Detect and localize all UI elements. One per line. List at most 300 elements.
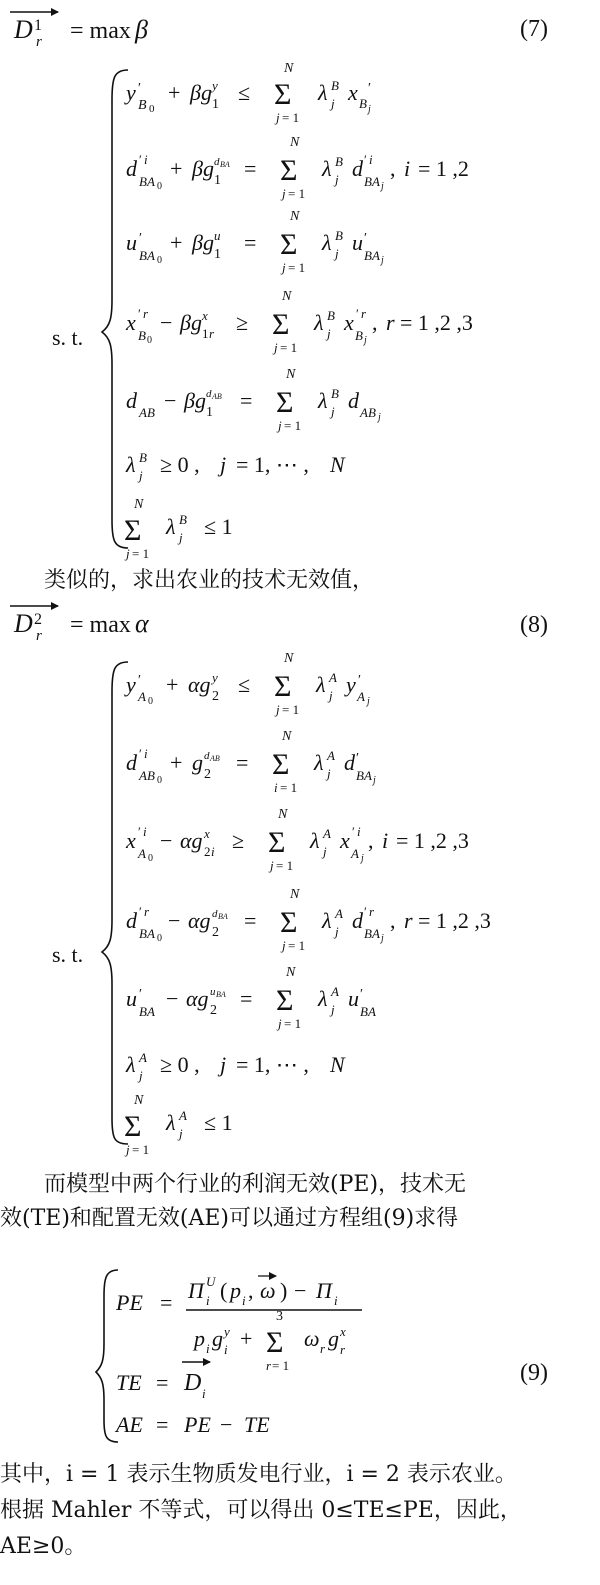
- svg-text:αg: αg: [188, 908, 211, 933]
- svg-text:≥ 0 ,: ≥ 0 ,: [160, 1052, 200, 1077]
- svg-text:3: 3: [276, 1309, 283, 1324]
- svg-text:j: j: [335, 924, 339, 939]
- svg-text:BA: BA: [139, 1004, 155, 1019]
- svg-text:λ: λ: [322, 908, 332, 933]
- svg-text:Σ: Σ: [276, 386, 294, 419]
- svg-text:r: r: [320, 1341, 326, 1356]
- paragraph-definition-line-2: 根据 Mahler 不等式，可以得出 0≤TE≤PE，因此，: [0, 1498, 522, 1523]
- equation-7-lhs: [10, 12, 148, 50]
- svg-text:= max: = max: [70, 612, 131, 638]
- svg-text:βg: βg: [184, 388, 206, 413]
- svg-text:=: =: [160, 1290, 173, 1315]
- svg-text:j: j: [282, 938, 286, 953]
- svg-text:g: g: [212, 1326, 223, 1351]
- svg-text:λ: λ: [126, 452, 136, 477]
- svg-text:−: −: [220, 1412, 233, 1437]
- equation-7-row-4: [125, 289, 473, 355]
- svg-text:0: 0: [157, 181, 162, 192]
- svg-text:Σ: Σ: [276, 984, 294, 1017]
- equation-8-row-3: [125, 807, 469, 873]
- svg-text:j: j: [381, 181, 384, 192]
- svg-text:−: −: [294, 1278, 307, 1303]
- svg-text:j: j: [335, 172, 339, 187]
- svg-text:A: A: [138, 846, 146, 861]
- svg-text:1: 1: [206, 405, 213, 420]
- svg-text:j: j: [276, 110, 280, 125]
- equation-7-st-label: s. t.: [52, 325, 84, 350]
- svg-text:Π: Π: [316, 1278, 332, 1303]
- svg-text:d: d: [352, 156, 363, 181]
- equation-7-row-2: [126, 135, 469, 201]
- svg-text:N: N: [330, 1052, 345, 1077]
- svg-text:1: 1: [202, 326, 209, 341]
- equation-8: [10, 606, 548, 1157]
- svg-text:i: i: [334, 1293, 338, 1308]
- svg-text:A: A: [327, 748, 335, 763]
- equation-9: [96, 1270, 548, 1442]
- svg-text:αg: αg: [186, 986, 209, 1011]
- svg-text:λ: λ: [322, 156, 332, 181]
- svg-text:B: B: [331, 386, 339, 401]
- svg-text:j: j: [373, 775, 376, 786]
- svg-text:= 1 ,2 ,3: = 1 ,2 ,3: [400, 310, 473, 335]
- svg-text:x: x: [344, 310, 354, 335]
- svg-text:N: N: [134, 497, 144, 512]
- svg-text:i: i: [242, 1293, 246, 1308]
- svg-text:= 1, ⋯ ,: = 1, ⋯ ,: [236, 1052, 309, 1077]
- equation-8-row-7: [124, 1093, 233, 1157]
- svg-text:AB: AB: [210, 754, 220, 763]
- svg-text:1: 1: [34, 17, 42, 34]
- svg-text:= 1 ,2: = 1 ,2: [418, 156, 469, 181]
- svg-text:BA: BA: [216, 990, 226, 999]
- svg-text:N: N: [290, 135, 300, 150]
- svg-text:′: ′: [139, 152, 142, 167]
- svg-text:0: 0: [148, 853, 153, 864]
- svg-text:N: N: [290, 887, 300, 902]
- svg-text:≤: ≤: [238, 672, 251, 697]
- svg-text:d: d: [212, 908, 218, 920]
- svg-text:′: ′: [139, 746, 142, 761]
- svg-text:βg: βg: [192, 156, 214, 181]
- svg-text:βg: βg: [192, 230, 214, 255]
- svg-text:= 1 ,2 ,3: = 1 ,2 ,3: [418, 908, 491, 933]
- svg-text:r: r: [369, 904, 375, 919]
- svg-text:′: ′: [138, 673, 142, 688]
- svg-text:′: ′: [138, 824, 141, 839]
- svg-text:N: N: [284, 651, 294, 666]
- paragraph-technical-inefficiency: 类似的，求出农业的技术无效值，: [44, 568, 375, 593]
- svg-text:N: N: [330, 452, 345, 477]
- svg-text:j: j: [367, 696, 370, 707]
- svg-text:r: r: [36, 628, 42, 644]
- svg-text:+: +: [240, 1326, 253, 1351]
- svg-text:′: ′: [139, 987, 143, 1002]
- paragraph-model-line-2: 效(TE)和配置无效(AE)可以通过方程组(9)求得: [0, 1206, 459, 1231]
- svg-text:r: r: [404, 908, 413, 933]
- svg-text:u: u: [214, 228, 221, 243]
- svg-text:A: A: [335, 906, 343, 921]
- svg-text:βg: βg: [180, 310, 202, 335]
- svg-text:r: r: [144, 904, 150, 919]
- svg-text:= 1 ,2 ,3: = 1 ,2 ,3: [396, 828, 469, 853]
- svg-text:=: =: [244, 156, 257, 181]
- svg-text:D: D: [14, 15, 33, 44]
- equation-9-brace: [96, 1270, 118, 1442]
- svg-text:+: +: [166, 672, 179, 697]
- svg-text:u: u: [126, 986, 137, 1011]
- svg-text:PE: PE: [116, 1290, 143, 1315]
- svg-text:i: i: [202, 1386, 206, 1401]
- svg-text:B: B: [331, 78, 339, 93]
- svg-text:−: −: [160, 828, 173, 853]
- svg-text:u: u: [348, 986, 359, 1011]
- svg-text:j: j: [179, 1126, 183, 1141]
- svg-text:0: 0: [157, 775, 162, 786]
- equation-7-row-7: [124, 497, 233, 561]
- equation-9-number: (9): [520, 1360, 548, 1386]
- svg-text:i: i: [144, 746, 148, 761]
- svg-text:Σ: Σ: [274, 78, 292, 111]
- svg-text:r: r: [340, 1342, 346, 1357]
- svg-text:−: −: [168, 908, 181, 933]
- svg-text:= 1: = 1: [272, 1358, 290, 1373]
- svg-text:d: d: [204, 750, 210, 762]
- svg-text:r: r: [266, 1358, 272, 1373]
- svg-text:Σ: Σ: [280, 228, 298, 261]
- svg-text:BA: BA: [139, 174, 155, 189]
- svg-text:j: j: [335, 246, 339, 261]
- svg-text:x: x: [340, 1324, 346, 1339]
- equation-9-row-1: [115, 1274, 362, 1373]
- svg-text:i: i: [404, 156, 411, 181]
- svg-text:N: N: [290, 209, 300, 224]
- svg-text:y: y: [126, 672, 136, 697]
- svg-text:d: d: [344, 750, 355, 775]
- equation-7-number: (7): [520, 16, 548, 42]
- svg-text:r: r: [361, 306, 367, 321]
- svg-text:−: −: [166, 986, 179, 1011]
- svg-text:A: A: [351, 846, 359, 861]
- svg-text:d: d: [214, 156, 220, 168]
- svg-text:λ: λ: [314, 750, 324, 775]
- svg-text:y: y: [126, 80, 136, 105]
- svg-text:=: =: [156, 1370, 169, 1395]
- svg-text:i: i: [144, 152, 148, 167]
- svg-text:g: g: [192, 750, 203, 775]
- svg-text:,: ,: [390, 156, 396, 181]
- svg-text:Σ: Σ: [274, 670, 292, 703]
- svg-text:λ: λ: [318, 986, 328, 1011]
- svg-text:BA: BA: [220, 160, 230, 169]
- svg-text:d: d: [352, 908, 363, 933]
- svg-text:d: d: [206, 388, 212, 400]
- equation-8-row-1: [124, 651, 370, 717]
- svg-text:= 1: = 1: [280, 780, 298, 795]
- svg-text:′: ′: [356, 751, 360, 766]
- svg-text:AB: AB: [139, 768, 155, 783]
- svg-text:r: r: [386, 310, 395, 335]
- svg-text:j: j: [364, 335, 367, 346]
- svg-text:j: j: [276, 702, 280, 717]
- equation-7-row-3: [126, 209, 384, 275]
- svg-text:BA: BA: [360, 1004, 376, 1019]
- svg-text:j: j: [179, 530, 183, 545]
- svg-text:i: i: [211, 844, 215, 859]
- svg-text:≤ 1: ≤ 1: [204, 514, 233, 539]
- svg-text:y: y: [346, 672, 356, 697]
- svg-text:d: d: [126, 750, 137, 775]
- svg-text:Σ: Σ: [272, 748, 290, 781]
- equation-7-row-5: [126, 367, 381, 433]
- svg-text:x: x: [202, 308, 208, 323]
- svg-text:d: d: [348, 388, 359, 413]
- svg-text:j: j: [282, 260, 286, 275]
- svg-text:= 1: = 1: [288, 260, 306, 275]
- svg-text:r: r: [143, 306, 149, 321]
- svg-text:A: A: [323, 826, 331, 841]
- svg-text:D: D: [184, 1370, 202, 1396]
- svg-text:j: j: [327, 326, 331, 341]
- svg-text:j: j: [278, 418, 282, 433]
- equation-8-brace: [102, 662, 128, 1144]
- svg-text:βg: βg: [190, 80, 212, 105]
- svg-text:λ: λ: [166, 514, 176, 539]
- svg-text:= 1: = 1: [276, 858, 294, 873]
- svg-text:B: B: [359, 96, 367, 111]
- svg-text:= 1: = 1: [282, 702, 300, 717]
- svg-text:=: =: [244, 908, 257, 933]
- svg-text:i: i: [357, 824, 361, 839]
- svg-text:Σ: Σ: [280, 154, 298, 187]
- svg-text:j: j: [331, 1002, 335, 1017]
- svg-text:x: x: [204, 826, 210, 841]
- svg-text:= 1: = 1: [282, 110, 300, 125]
- svg-text:λ: λ: [314, 310, 324, 335]
- svg-text:0: 0: [157, 255, 162, 266]
- equation-8-row-2: [126, 729, 376, 795]
- svg-text:−: −: [164, 388, 177, 413]
- svg-text:i: i: [382, 828, 389, 853]
- svg-text:y: y: [212, 670, 218, 685]
- svg-text:A: A: [331, 984, 339, 999]
- svg-text:B: B: [179, 512, 187, 527]
- svg-text:A: A: [329, 670, 337, 685]
- svg-text:x: x: [126, 310, 136, 335]
- svg-text:≤ 1: ≤ 1: [204, 1110, 233, 1135]
- svg-text:B: B: [335, 228, 343, 243]
- equation-7: [10, 12, 548, 561]
- svg-text:p: p: [230, 1278, 241, 1303]
- svg-text:≥: ≥: [232, 828, 245, 853]
- equation-7-row-6: [125, 450, 346, 483]
- svg-text:λ: λ: [316, 672, 326, 697]
- svg-text:i: i: [369, 152, 373, 167]
- svg-text:= 1, ⋯ ,: = 1, ⋯ ,: [236, 452, 309, 477]
- svg-text:=: =: [236, 750, 249, 775]
- svg-text:B: B: [335, 154, 343, 169]
- svg-text:′: ′: [364, 904, 367, 919]
- paragraph-definition-line-1: 其中，i = 1 表示生物质发电行业，i = 2 表示农业。: [0, 1462, 517, 1487]
- svg-text:Σ: Σ: [272, 308, 290, 341]
- equation-7-row-1: [124, 61, 371, 125]
- equation-8-number: (8): [520, 612, 548, 638]
- svg-text:′: ′: [138, 306, 141, 321]
- svg-text:j: j: [220, 1052, 227, 1077]
- svg-text:2: 2: [34, 611, 42, 628]
- svg-text:AB: AB: [212, 392, 222, 401]
- svg-text:=: =: [156, 1412, 169, 1437]
- svg-text:0: 0: [147, 335, 152, 346]
- svg-text:): ): [280, 1278, 288, 1303]
- svg-text:j: j: [327, 766, 331, 781]
- svg-text:≤: ≤: [238, 80, 251, 105]
- svg-text:2: 2: [212, 925, 219, 940]
- paragraph-model-line-1: 而模型中两个行业的利润无效(PE)，技术无: [44, 1172, 467, 1197]
- svg-text:N: N: [286, 965, 296, 980]
- svg-text:u: u: [210, 986, 216, 998]
- svg-text:BA: BA: [218, 912, 228, 921]
- svg-text:BA: BA: [139, 926, 155, 941]
- svg-text:BA: BA: [356, 768, 372, 783]
- svg-text:j: j: [361, 853, 364, 864]
- svg-text:ω: ω: [304, 1326, 320, 1351]
- svg-text:N: N: [278, 807, 288, 822]
- svg-text:0: 0: [157, 933, 162, 944]
- svg-text:j: j: [282, 186, 286, 201]
- equation-8-lhs: [10, 606, 150, 644]
- svg-text:=: =: [240, 388, 253, 413]
- svg-text:B: B: [139, 450, 147, 465]
- svg-text:+: +: [168, 80, 181, 105]
- svg-text:AB: AB: [139, 405, 155, 420]
- svg-text:′: ′: [138, 81, 142, 96]
- svg-text:≥ 0 ,: ≥ 0 ,: [160, 452, 200, 477]
- svg-text:Σ: Σ: [124, 1110, 142, 1143]
- svg-text:2: 2: [212, 689, 219, 704]
- svg-text:= 1: = 1: [288, 938, 306, 953]
- svg-text:j: j: [378, 412, 381, 423]
- svg-text:TE: TE: [116, 1370, 142, 1395]
- svg-text:i: i: [206, 1293, 210, 1308]
- paragraph-definition-line-3: AE≥0。: [0, 1534, 87, 1559]
- svg-text:λ: λ: [166, 1110, 176, 1135]
- svg-text:′: ′: [358, 673, 362, 688]
- svg-text:2: 2: [210, 1003, 217, 1018]
- svg-text:λ: λ: [318, 80, 328, 105]
- equation-9-row-2: [116, 1362, 210, 1401]
- svg-text:′: ′: [352, 824, 355, 839]
- svg-text:β: β: [135, 15, 148, 44]
- svg-text:j: j: [139, 1068, 143, 1083]
- svg-text:g: g: [328, 1326, 339, 1351]
- svg-text:N: N: [134, 1093, 144, 1108]
- svg-text:Σ: Σ: [268, 826, 286, 859]
- svg-text:BA: BA: [139, 248, 155, 263]
- svg-text:AE: AE: [116, 1412, 143, 1437]
- svg-text:=: =: [240, 986, 253, 1011]
- svg-text:j: j: [270, 858, 274, 873]
- svg-text:j: j: [126, 1142, 130, 1157]
- svg-text:N: N: [282, 289, 292, 304]
- svg-text:0: 0: [148, 696, 153, 707]
- svg-text:j: j: [323, 844, 327, 859]
- svg-text:A: A: [138, 689, 146, 704]
- svg-text:Σ: Σ: [124, 514, 142, 547]
- svg-text:+: +: [170, 750, 183, 775]
- svg-text:αg: αg: [180, 828, 203, 853]
- svg-text:≥: ≥: [236, 310, 249, 335]
- svg-text:U: U: [206, 1274, 216, 1289]
- svg-text:Σ: Σ: [280, 906, 298, 939]
- svg-text:Σ: Σ: [266, 1326, 284, 1359]
- svg-text:j: j: [368, 104, 371, 115]
- svg-text:j: j: [381, 933, 384, 944]
- svg-text:x: x: [340, 828, 350, 853]
- svg-text:AB: AB: [360, 405, 376, 420]
- svg-text:= max: = max: [70, 18, 131, 44]
- svg-text:N: N: [282, 729, 292, 744]
- svg-text:BA: BA: [364, 926, 380, 941]
- svg-text:αg: αg: [188, 672, 211, 697]
- svg-text:PE: PE: [184, 1412, 211, 1437]
- svg-text:j: j: [381, 255, 384, 266]
- equation-8-row-6: [125, 1050, 346, 1083]
- svg-text:j: j: [278, 1016, 282, 1031]
- svg-text:′: ′: [368, 81, 372, 96]
- svg-text:u: u: [126, 230, 137, 255]
- svg-text:= 1: = 1: [280, 340, 298, 355]
- svg-text:′: ′: [356, 306, 359, 321]
- svg-text:λ: λ: [318, 388, 328, 413]
- svg-text:1: 1: [214, 173, 221, 188]
- svg-text:j: j: [329, 688, 333, 703]
- svg-text:,: ,: [248, 1278, 254, 1303]
- svg-text:λ: λ: [322, 230, 332, 255]
- svg-text:λ: λ: [310, 828, 320, 853]
- svg-text:A: A: [357, 689, 365, 704]
- svg-text:1: 1: [214, 247, 221, 262]
- svg-text:λ: λ: [126, 1052, 136, 1077]
- svg-text:= 1: = 1: [288, 186, 306, 201]
- svg-text:= 1: = 1: [132, 1142, 150, 1157]
- svg-text:j: j: [274, 340, 278, 355]
- equation-8-st-label: s. t.: [52, 942, 84, 967]
- svg-text:j: j: [126, 546, 130, 561]
- svg-text:= 1: = 1: [284, 418, 302, 433]
- svg-text:BA: BA: [364, 248, 380, 263]
- svg-text:j: j: [220, 452, 227, 477]
- svg-text:x: x: [126, 828, 136, 853]
- svg-text:j: j: [139, 468, 143, 483]
- svg-text:j: j: [331, 96, 335, 111]
- svg-text:0: 0: [149, 103, 155, 115]
- equation-8-row-4: [126, 887, 491, 953]
- svg-text:′: ′: [139, 904, 142, 919]
- equation-8-row-5: [126, 965, 376, 1031]
- svg-text:p: p: [194, 1326, 205, 1351]
- svg-text:D: D: [14, 609, 33, 638]
- svg-text:A: A: [179, 1108, 187, 1123]
- svg-text:+: +: [170, 156, 183, 181]
- svg-text:′: ′: [364, 231, 368, 246]
- svg-text:+: +: [170, 230, 183, 255]
- svg-text:B: B: [355, 328, 363, 343]
- svg-text:A: A: [139, 1050, 147, 1065]
- svg-text:d: d: [126, 908, 137, 933]
- svg-text:i: i: [143, 824, 147, 839]
- svg-text:B: B: [138, 328, 146, 343]
